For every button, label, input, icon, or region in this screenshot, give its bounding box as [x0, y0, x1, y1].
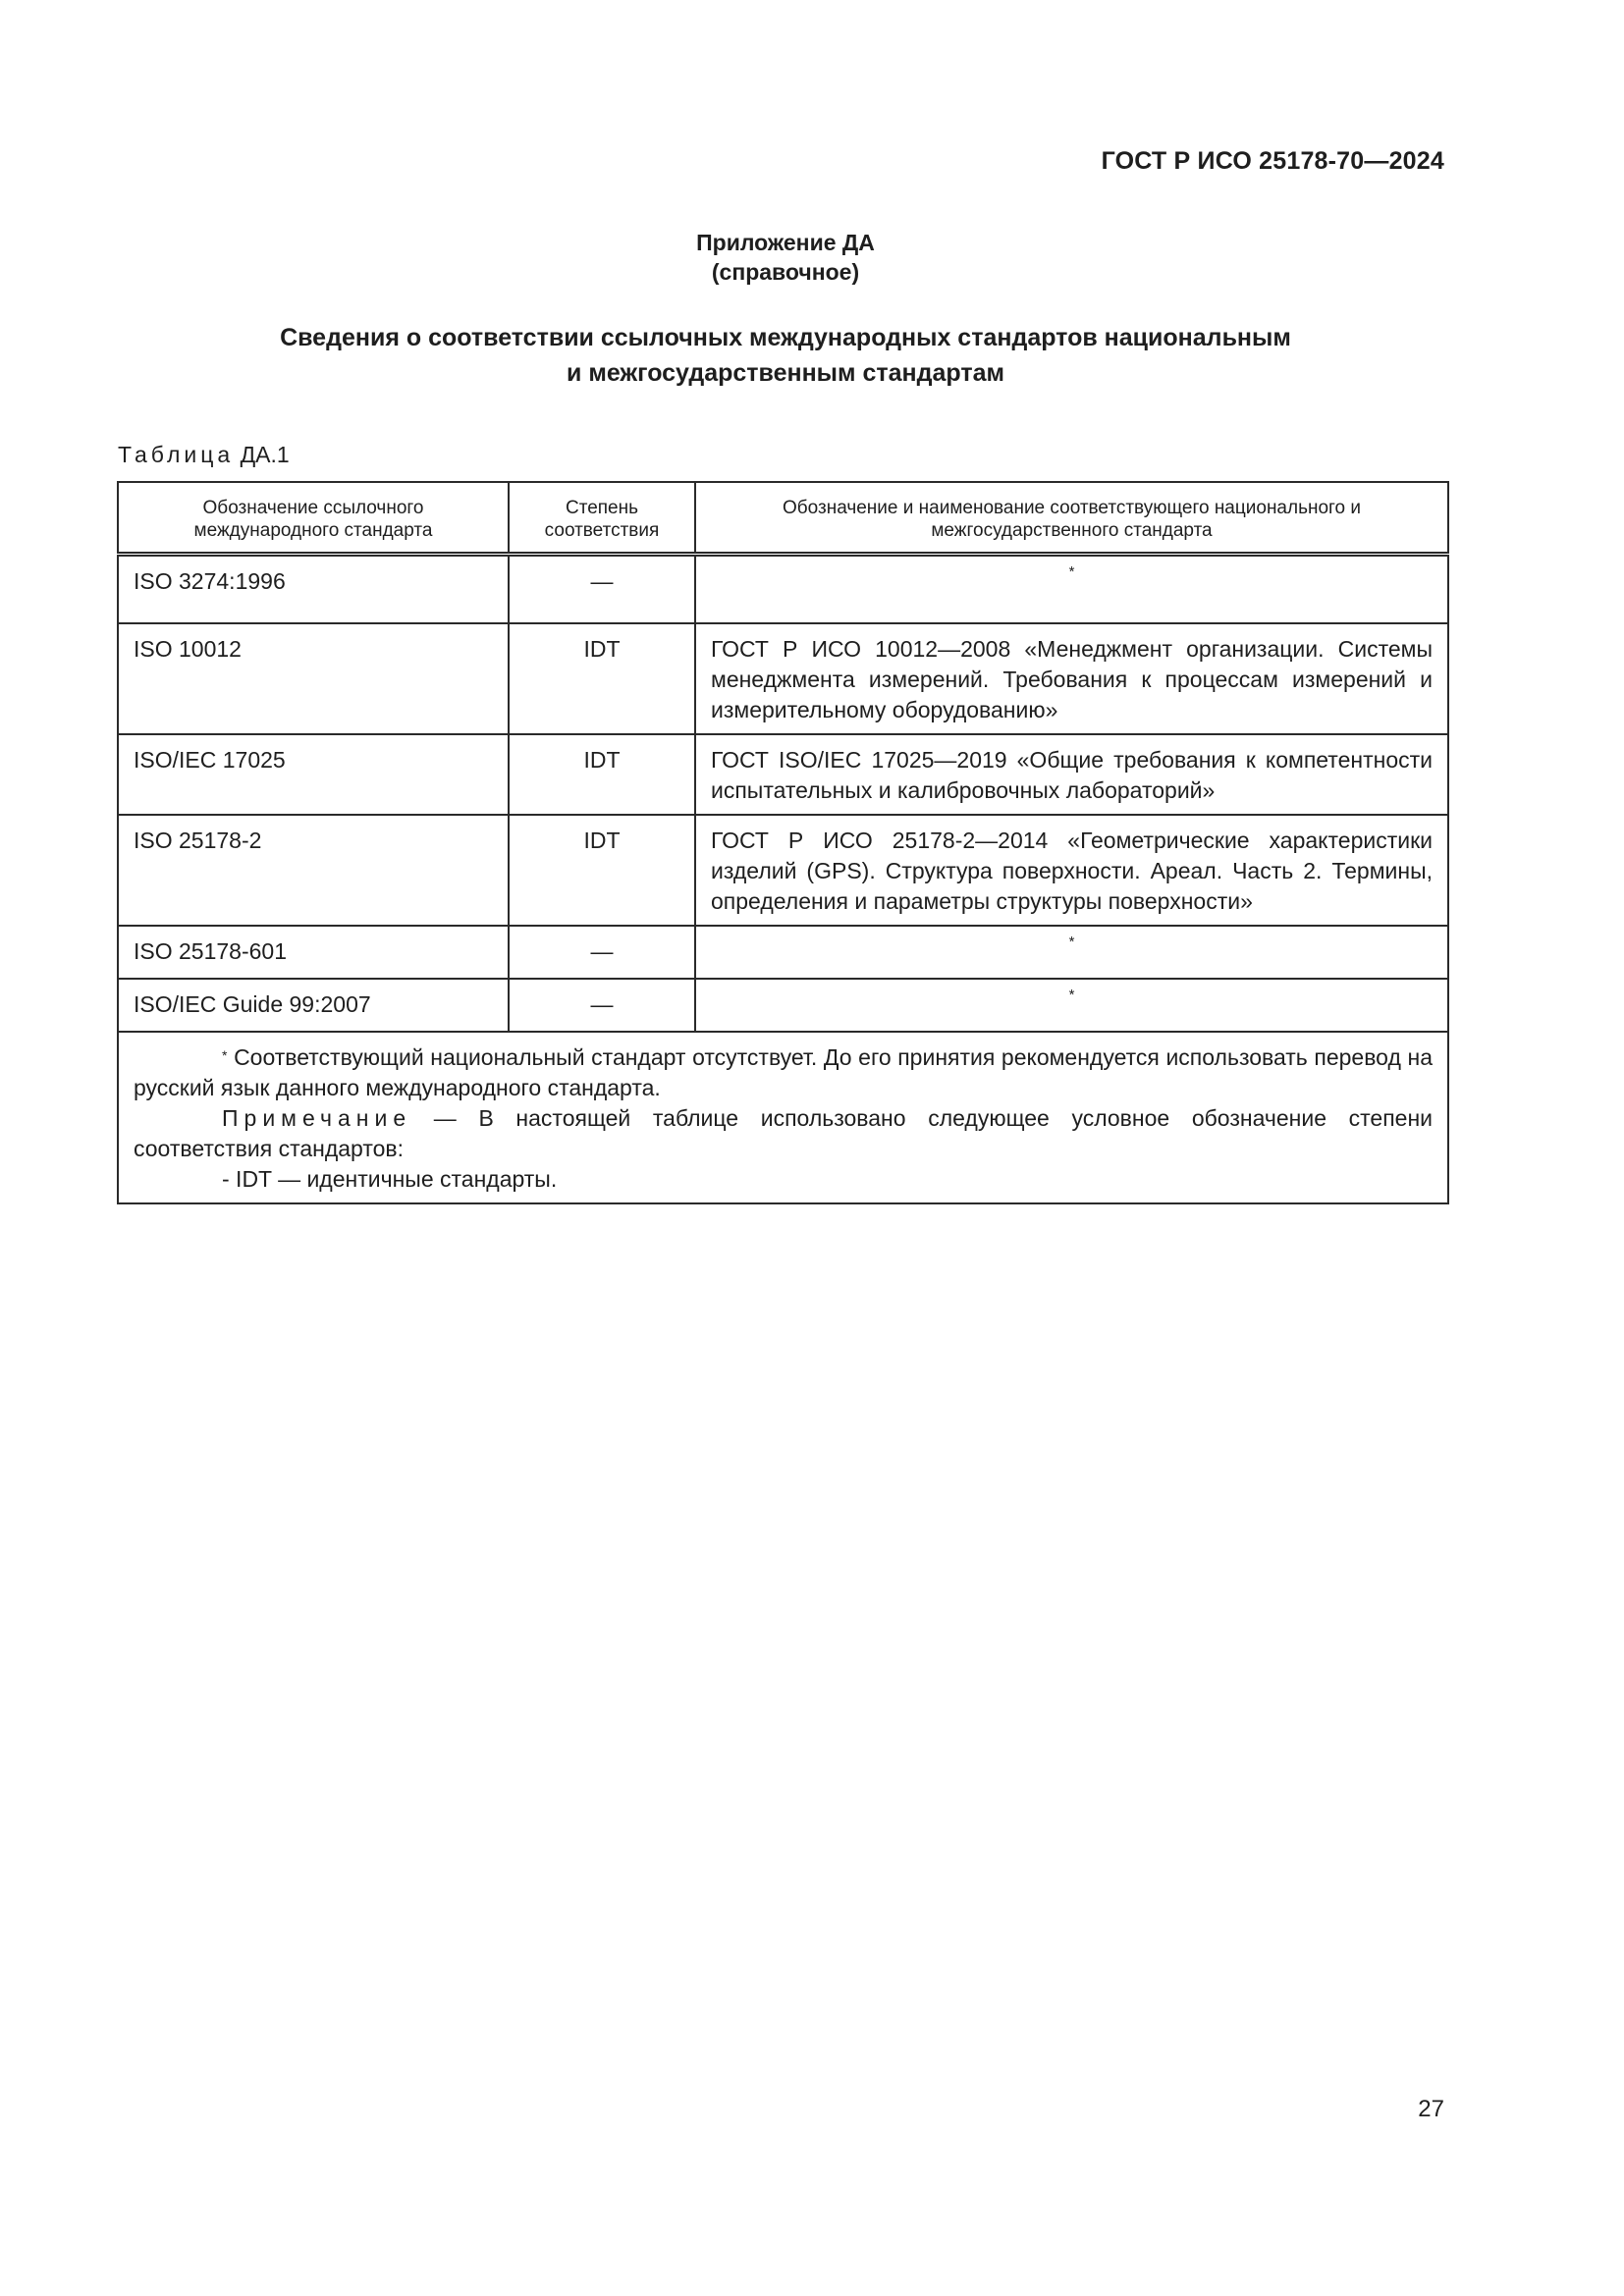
cell-national: ГОСТ ISO/IEC 17025—2019 «Общие требования к компетентности испытательных и калибровочных лабораторий»	[695, 734, 1448, 815]
appendix-subtitle: (справочное)	[711, 259, 860, 285]
note-label: Примечание	[222, 1104, 412, 1131]
cell-degree: IDT	[509, 734, 695, 815]
cell-national: ГОСТ Р ИСО 25178-2—2014 «Геометрические характеристики изделий (GPS). Структура поверхности. Ареал. Часть 2. Термины, определения и параметры структуры поверхности»	[695, 815, 1448, 926]
cell-degree: IDT	[509, 815, 695, 926]
cell-reference: ISO 3274:1996	[118, 555, 509, 623]
table-row	[118, 979, 1448, 1032]
section-title	[0, 320, 1571, 391]
appendix-title: Приложение ДА	[696, 230, 875, 255]
table-caption-word: Таблица	[118, 442, 235, 467]
cell-national: *	[695, 926, 1448, 979]
table-row	[118, 815, 1448, 926]
table-notes	[118, 1032, 1448, 1203]
table-caption	[118, 442, 290, 468]
section-title-line-2: и межгосударственным стандартам	[567, 359, 1004, 387]
table-caption-number: ДА.1	[240, 442, 290, 467]
table-header-row	[118, 482, 1448, 555]
table-row	[118, 926, 1448, 979]
table-notes-row	[118, 1032, 1448, 1203]
cell-national: ГОСТ Р ИСО 10012—2008 «Менеджмент организации. Системы менеджмента измерений. Требования к процессам измерений и измерительному оборудованию»	[695, 623, 1448, 734]
table-row	[118, 734, 1448, 815]
cell-degree: —	[509, 555, 695, 623]
column-header-reference: Обозначение ссылочного международного стандарта	[118, 482, 509, 555]
section-title-line-1: Сведения о соответствии ссылочных международных стандартов национальным	[280, 324, 1291, 351]
cell-degree: IDT	[509, 623, 695, 734]
cell-degree: —	[509, 926, 695, 979]
column-header-degree: Степень соответствия	[509, 482, 695, 555]
table-row	[118, 623, 1448, 734]
footnote-text: Соответствующий национальный стандарт отсутствует. До его принятия рекомендуется использовать перевод на русский язык данного международного стандарта.	[134, 1043, 1433, 1100]
note	[134, 1103, 1433, 1164]
cell-degree: —	[509, 979, 695, 1032]
note-item: - IDT — идентичные стандарты.	[222, 1165, 558, 1192]
footnote	[134, 1042, 1433, 1103]
standards-correspondence-table	[117, 481, 1449, 1204]
cell-reference: ISO/IEC 17025	[118, 734, 509, 815]
cell-national: *	[695, 555, 1448, 623]
document-code-header: ГОСТ Р ИСО 25178-70—2024	[1101, 147, 1444, 175]
note-text: — В настоящей таблице использовано следующее условное обозначение степени соответствия стандартов:	[134, 1104, 1433, 1161]
cell-reference: ISO/IEC Guide 99:2007	[118, 979, 509, 1032]
page-number: 27	[1418, 2096, 1444, 2122]
column-header-national: Обозначение и наименование соответствующего национального и межгосударственного стандарта	[695, 482, 1448, 555]
cell-national: *	[695, 979, 1448, 1032]
cell-reference: ISO 25178-601	[118, 926, 509, 979]
cell-reference: ISO 25178-2	[118, 815, 509, 926]
cell-reference: ISO 10012	[118, 623, 509, 734]
table-row	[118, 555, 1448, 623]
footnote-mark: *	[222, 1046, 228, 1063]
appendix-heading	[0, 228, 1571, 287]
